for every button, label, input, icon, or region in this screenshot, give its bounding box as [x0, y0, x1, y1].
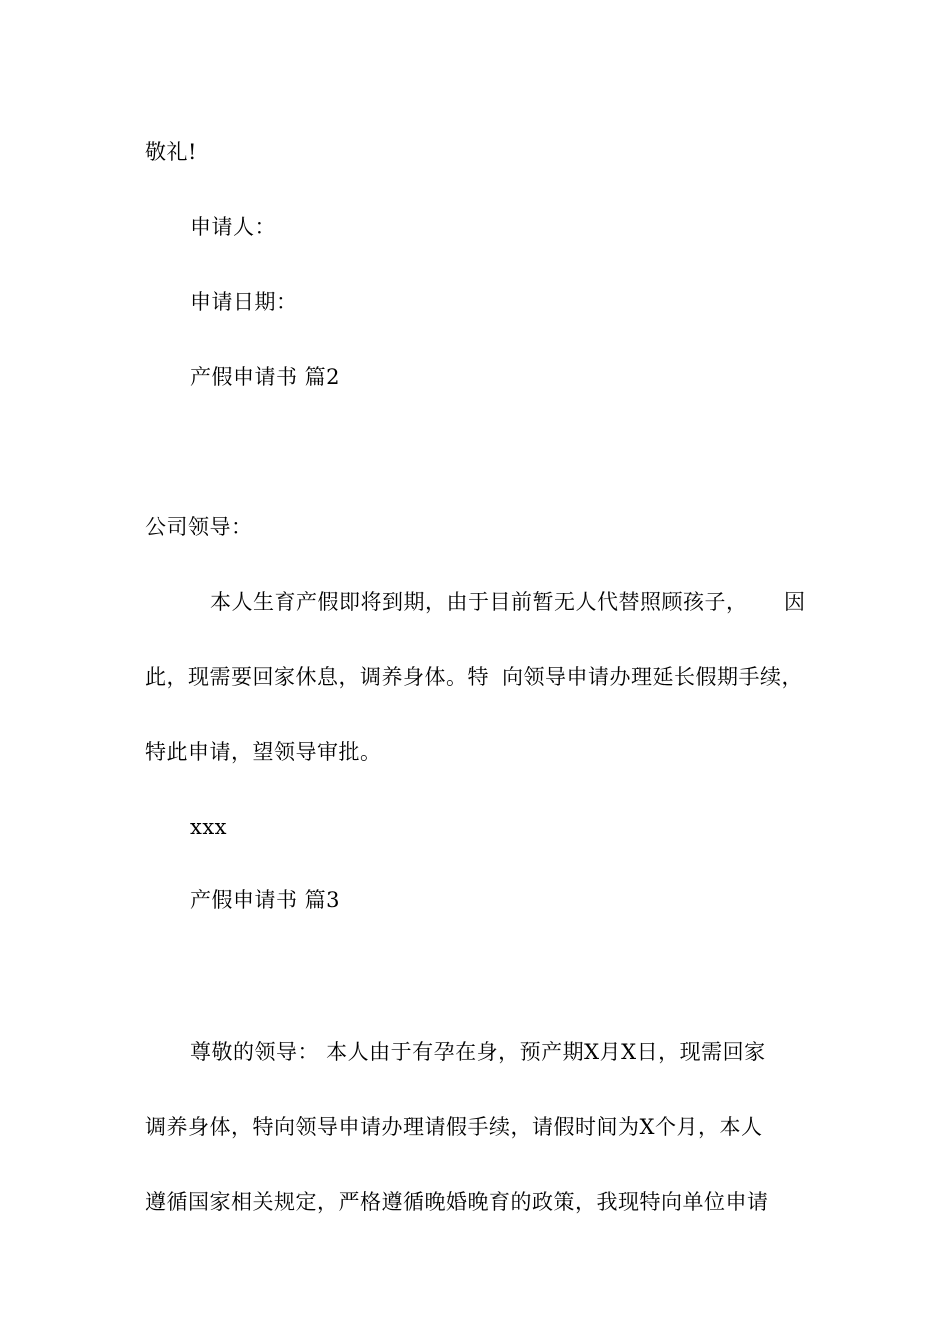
section-2-heading: 产假申请书 篇2 — [190, 365, 341, 389]
closing-text: 敬礼! — [145, 140, 197, 164]
section-2-body-line-3: 特此申请，望领导审批。 — [145, 740, 382, 764]
section-2-signature: xxx — [190, 815, 228, 839]
applicant-label: 申请人： — [190, 215, 276, 239]
section-2-body-line-2 — [145, 663, 803, 691]
section-3-body-line-3: 遵循国家相关规定，严格遵循晚婚晚育的政策，我现特向单位申请 — [145, 1190, 769, 1214]
section-3-heading: 产假申请书 篇3 — [190, 888, 341, 912]
section-2-body-line-2-part-a: 此，现需要回家休息，调养身体。特 — [145, 665, 489, 689]
section-3-body-line-2: 调养身体，特向领导申请办理请假手续，请假时间为X个月，本人 — [145, 1115, 763, 1139]
section-2-body-line-1: 本人生育产假即将到期，由于目前暂无人代替照顾孩子， — [210, 590, 748, 614]
section-3-body-line-1: 尊敬的领导： 本人由于有孕在身，预产期X月X日，现需回家 — [190, 1040, 766, 1064]
section-2-salutation: 公司领导： — [145, 515, 253, 539]
date-label: 申请日期： — [190, 290, 298, 314]
section-2-body-line-2-part-b: 向领导申请办理延长假期手续， — [502, 665, 803, 689]
section-2-body-line-1-tail: 因 — [784, 590, 806, 614]
